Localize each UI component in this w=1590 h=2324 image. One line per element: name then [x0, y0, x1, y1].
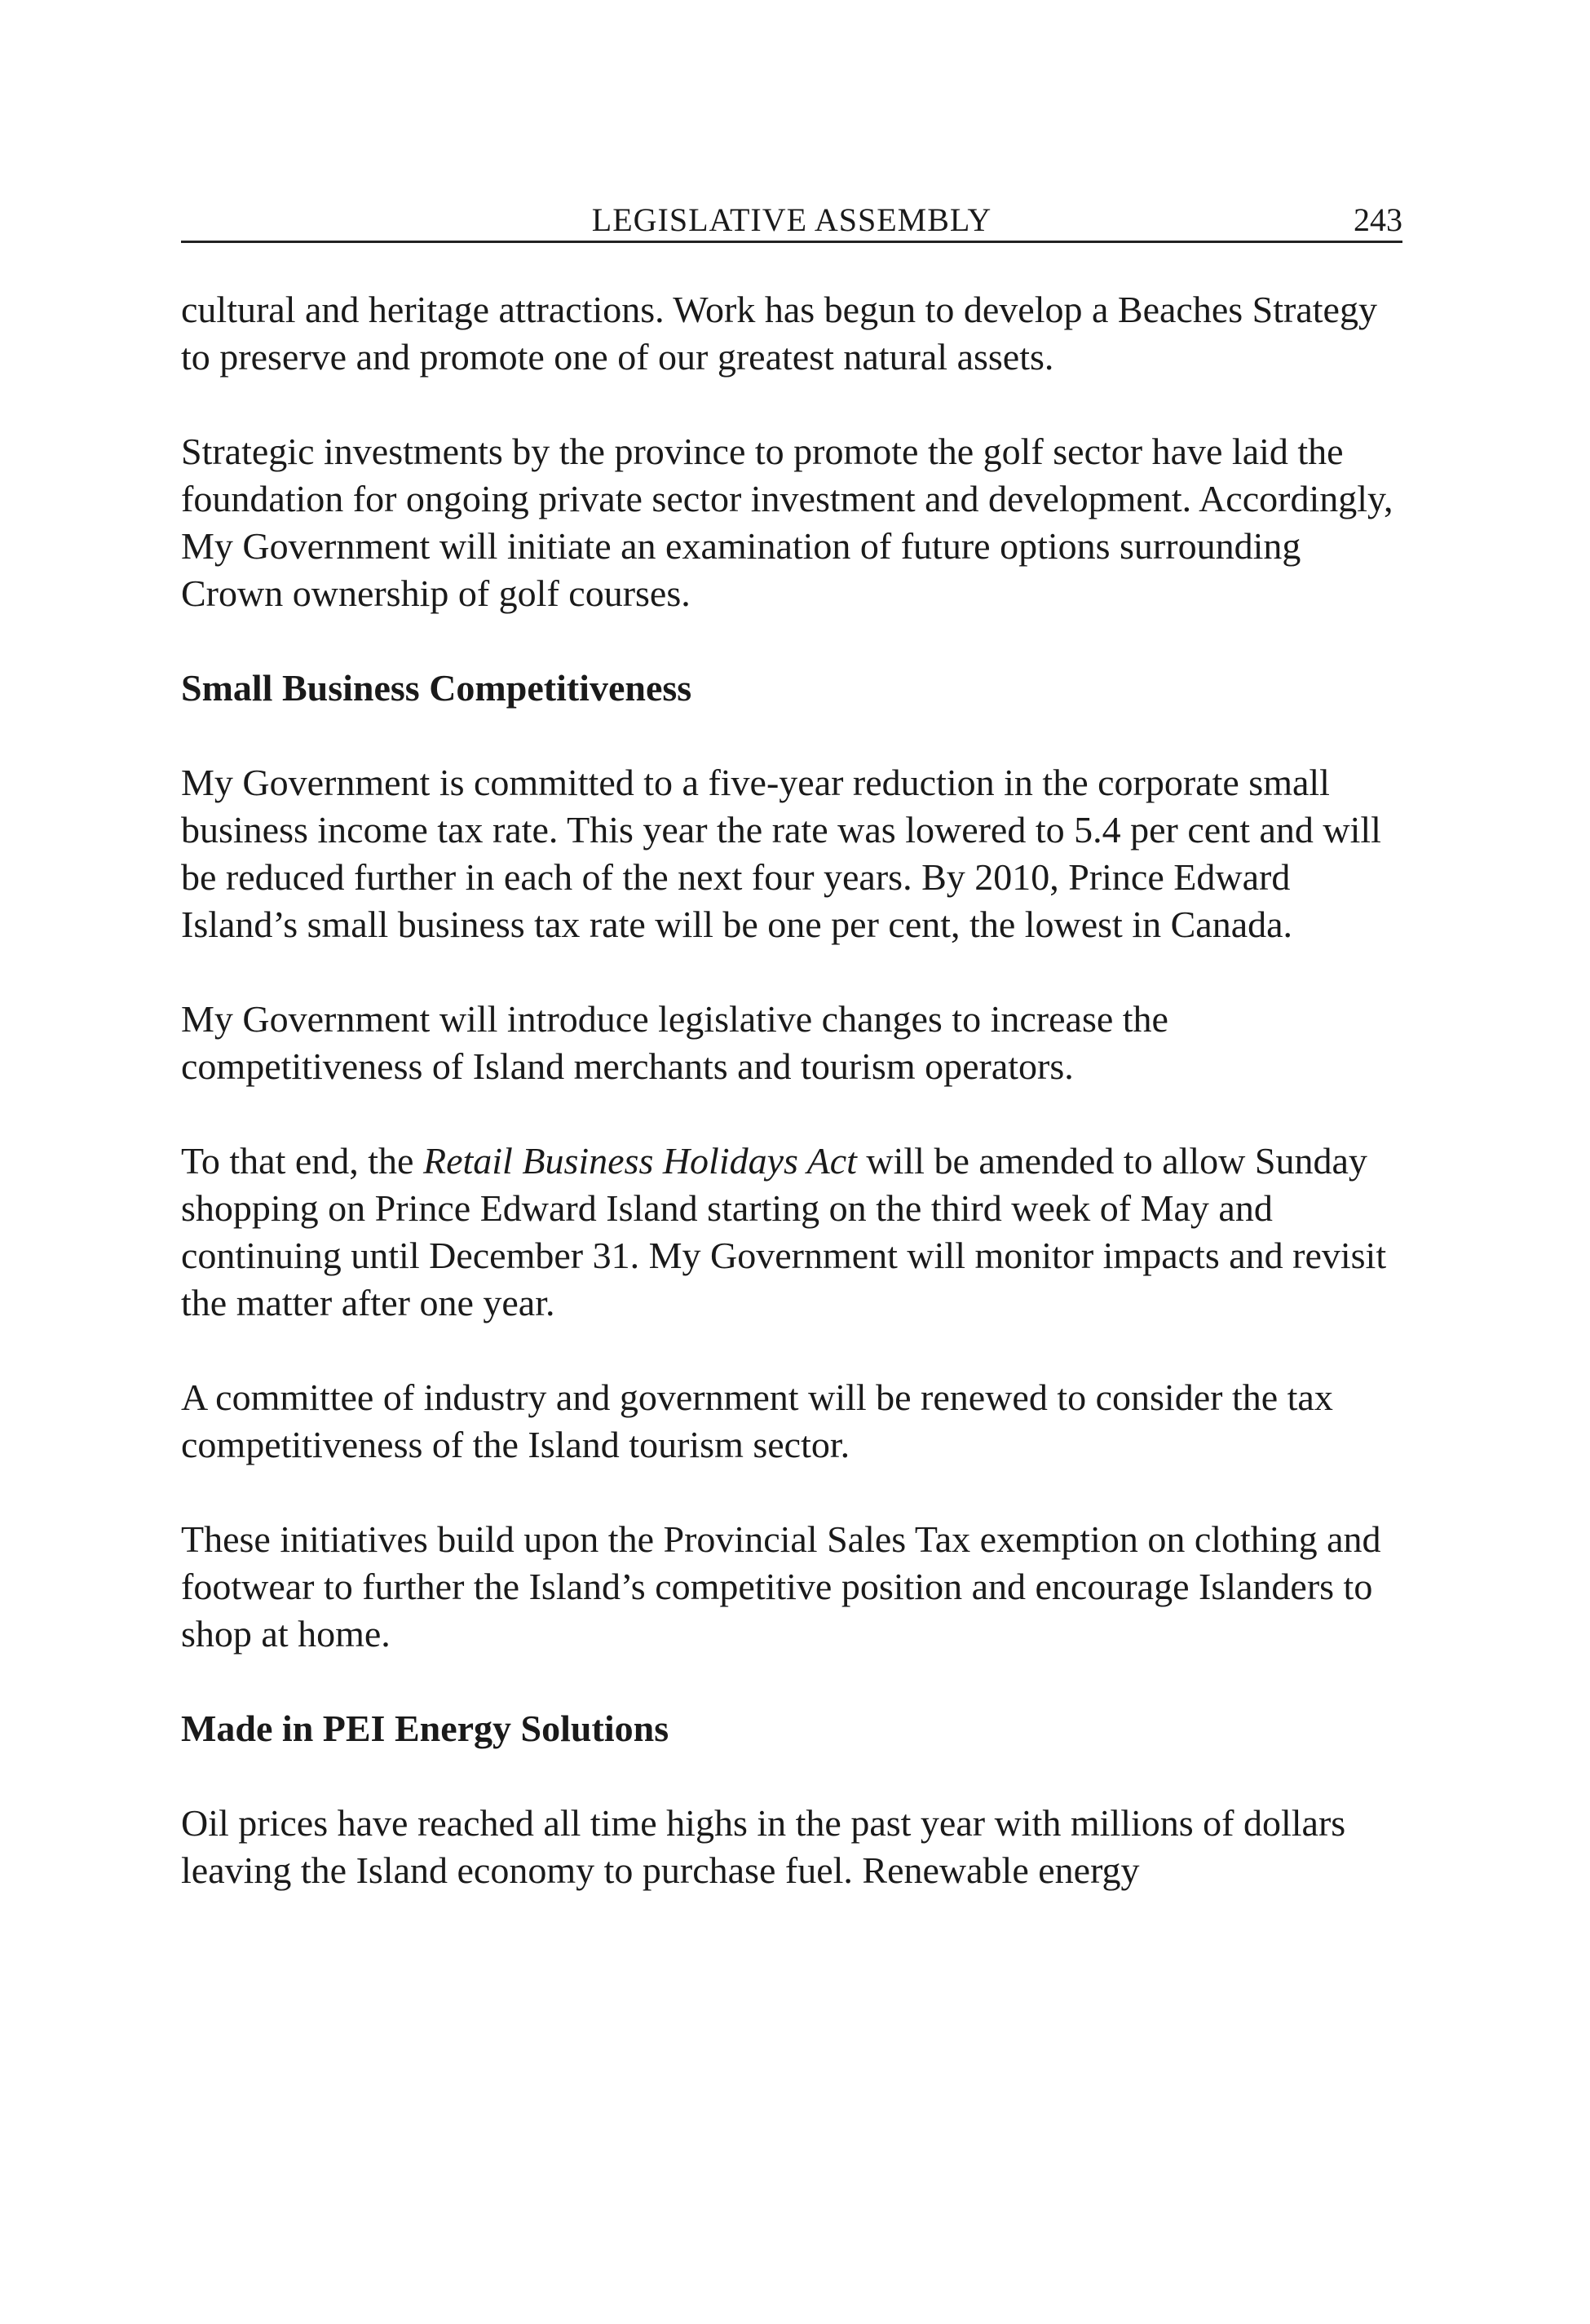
paragraph: A committee of industry and government will be renewed to consider the tax competitiveness of the Island tourism sector. — [181, 1376, 1333, 1465]
act-title: Retail Business Holidays Act — [422, 1140, 857, 1182]
paragraph: My Government is committed to a five-year reduction in the corporate small business income tax rate. This year the rate was lowered to 5.4 per cent and will be reduced further in each of the next four years. By 2010, Prince Edward Island’s small business tax rate will be one per cent, the lowest in Canada. — [181, 762, 1381, 945]
running-header — [181, 200, 1402, 243]
page-number: 243 — [1354, 201, 1402, 238]
paragraph — [181, 1138, 1402, 1327]
header-title: LEGISLATIVE ASSEMBLY — [591, 201, 992, 238]
document-body — [181, 286, 1402, 1894]
paragraph-text: will be amended to allow Sunday shopping on Prince Edward Island starting on the third week of May and continuing until December 31. My Government will monitor impacts and revisit the matter after one year. — [181, 1140, 1387, 1323]
section-heading: Made in PEI Energy Solutions — [181, 1708, 669, 1749]
paragraph-text: To that end, the — [181, 1140, 423, 1182]
paragraph: Strategic investments by the province to promote the golf sector have laid the foundation for ongoing private sector investment and development. Accordingly, My Government will initiate an examination of future options surrounding Crown ownership of golf courses. — [181, 431, 1393, 614]
paragraph: My Government will introduce legislative changes to increase the competitiveness of Island merchants and tourism operators. — [181, 998, 1168, 1087]
paragraph: Oil prices have reached all time highs in the past year with millions of dollars leaving the Island economy to purchase fuel. Renewable energy — [181, 1802, 1346, 1891]
section-heading: Small Business Competitiveness — [181, 667, 692, 709]
paragraph: These initiatives build upon the Provincial Sales Tax exemption on clothing and footwear to further the Island’s competitive position and encourage Islanders to shop at home. — [181, 1518, 1381, 1655]
paragraph: cultural and heritage attractions. Work has begun to develop a Beaches Strategy to preserve and promote one of our greatest natural assets. — [181, 289, 1377, 378]
document-page — [181, 200, 1402, 1942]
